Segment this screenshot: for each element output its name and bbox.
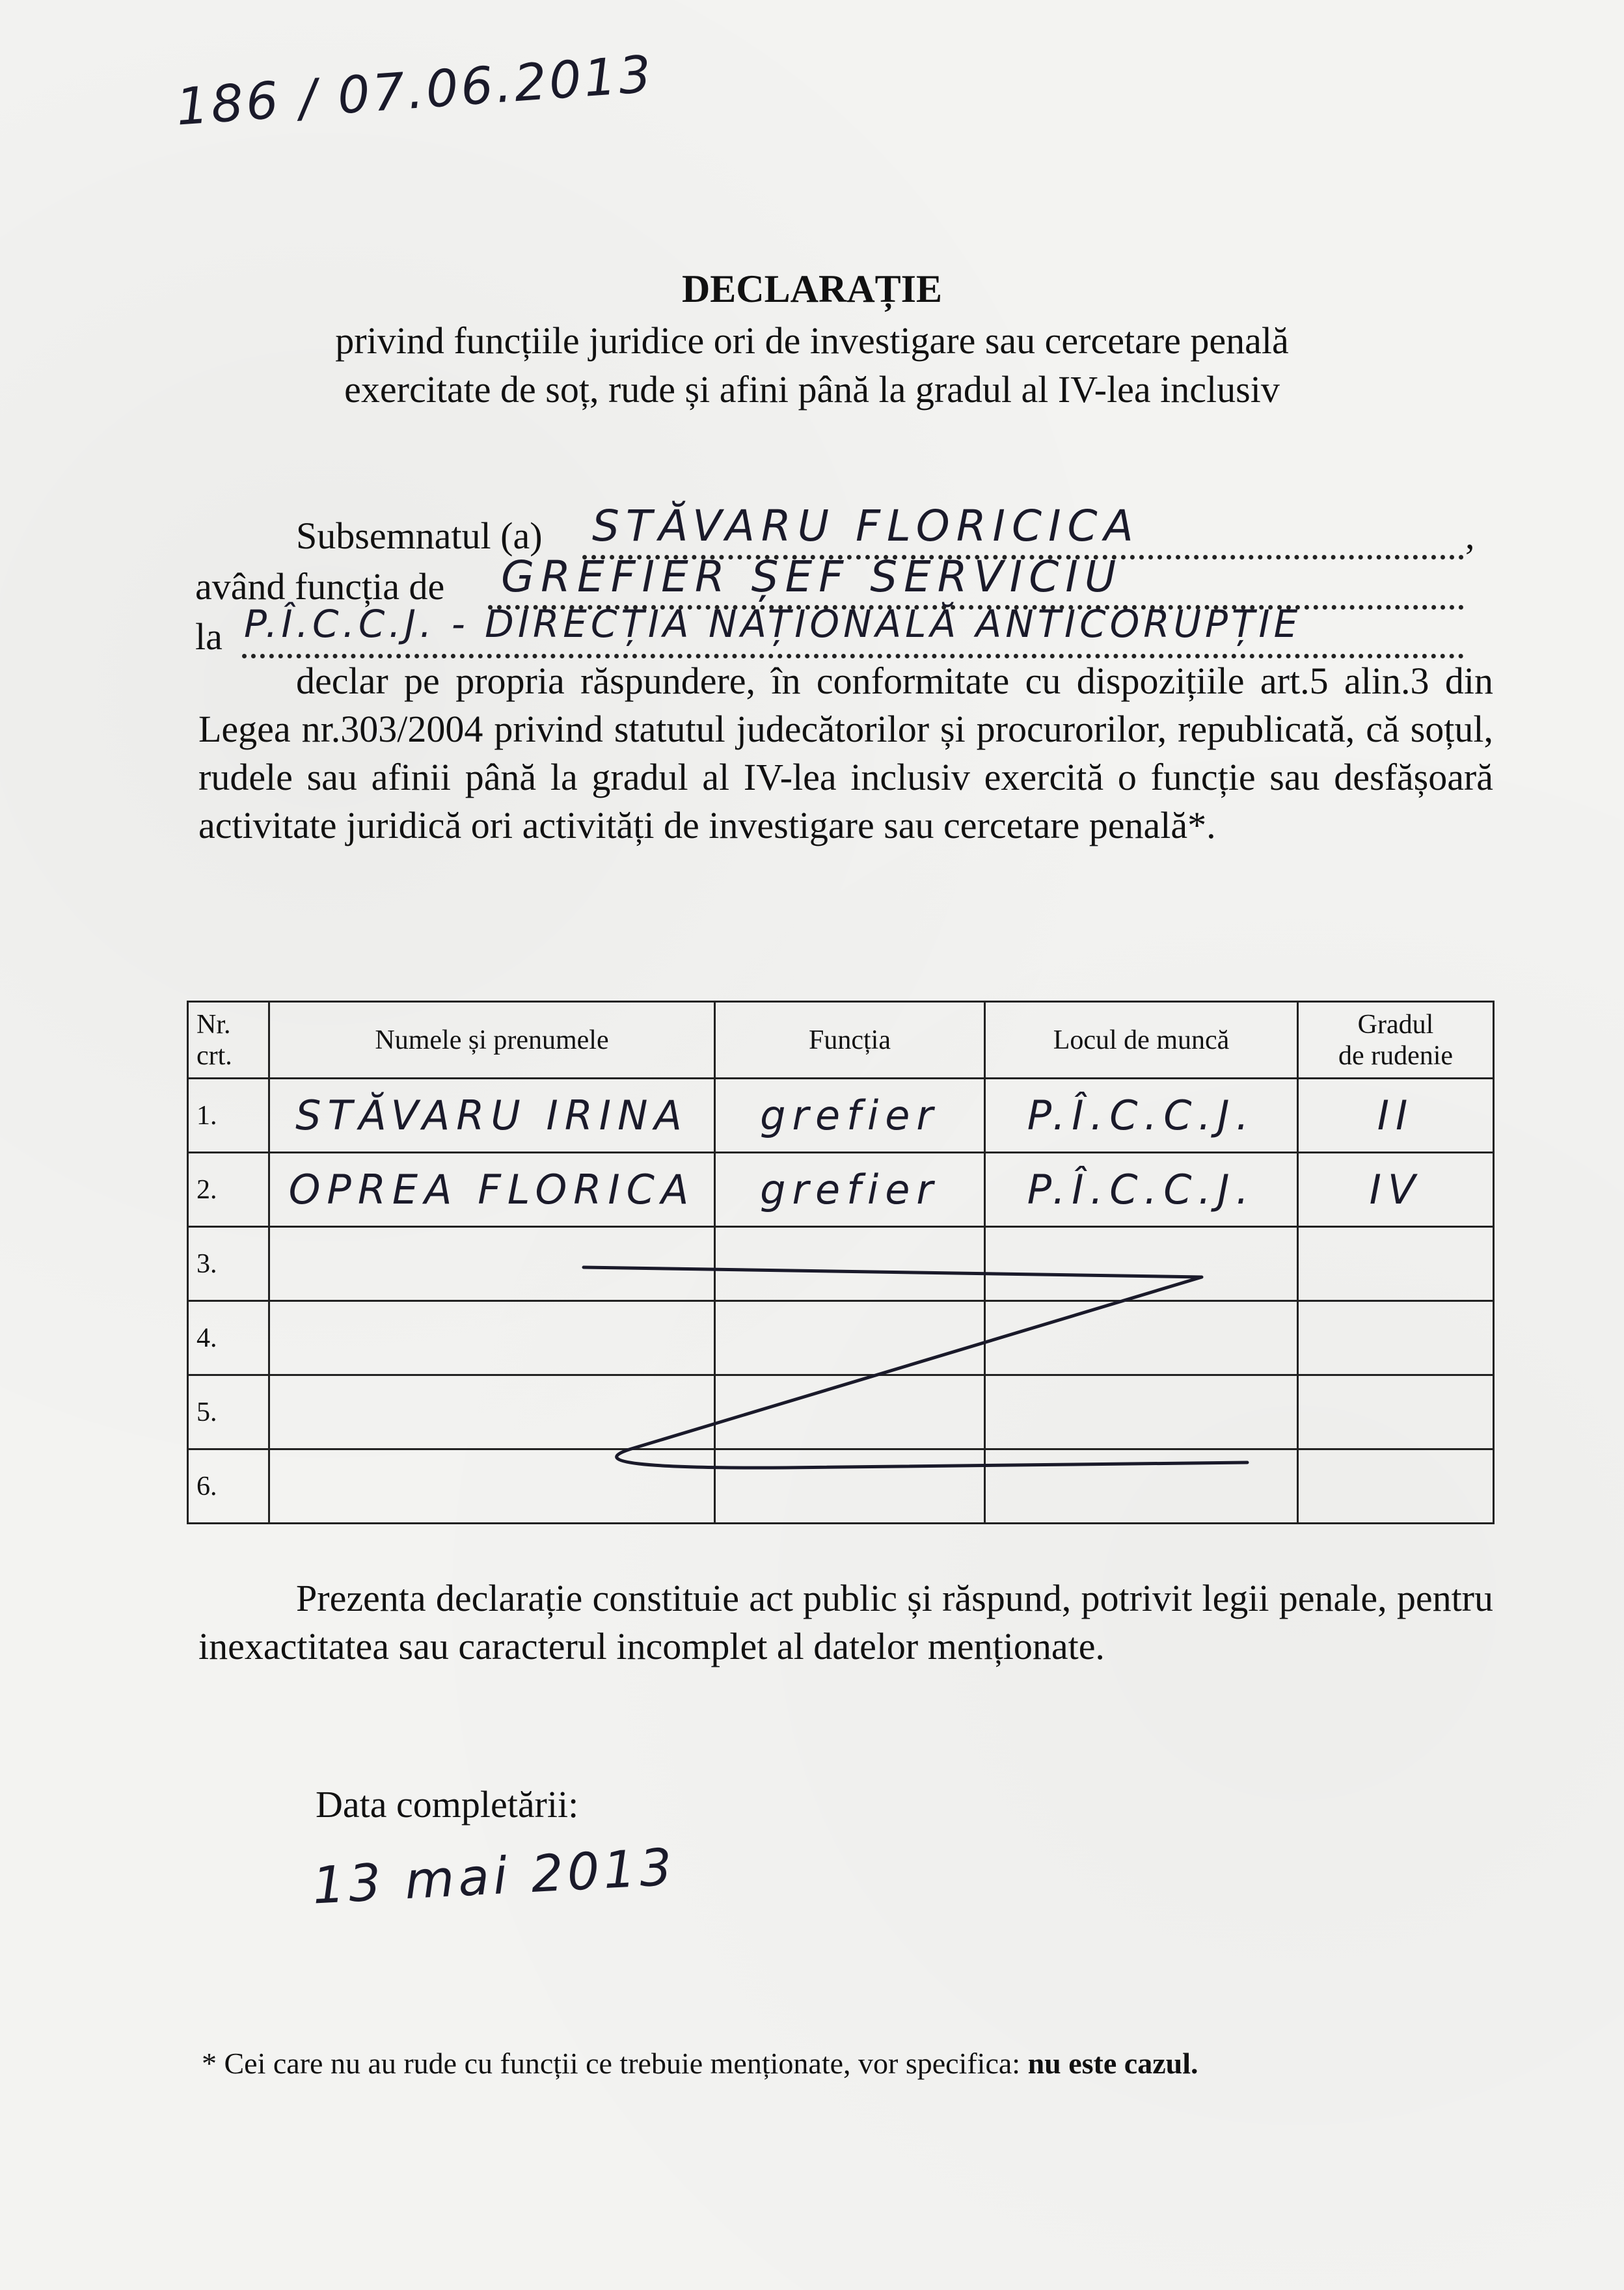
row-name: STĂVARU IRINA <box>269 1079 715 1153</box>
row-workplace <box>985 1227 1298 1301</box>
table-row <box>188 1227 1494 1301</box>
row-name <box>269 1301 715 1375</box>
row-degree <box>1298 1449 1494 1524</box>
table-row <box>188 1301 1494 1375</box>
header-degree-line2: de rudenie <box>1338 1040 1454 1071</box>
function-value: GREFIER ȘEF SERVICIU <box>501 552 1123 602</box>
name-comma: , <box>1465 515 1475 557</box>
footnote-text: * Cei care nu au rude cu funcții ce trebuie menționate, vor specifica: <box>202 2047 1021 2080</box>
header-degree-line1: Gradul <box>1357 1009 1434 1040</box>
relatives-table <box>187 1001 1495 1524</box>
row-degree: II <box>1298 1079 1494 1153</box>
footnote-bold: nu este cazul. <box>1027 2047 1198 2080</box>
header-name: Numele și prenumele <box>269 1002 715 1079</box>
row-nr: 4. <box>188 1301 269 1375</box>
header-nr-line2: crt. <box>196 1040 232 1071</box>
table-row <box>188 1153 1494 1227</box>
row-function <box>715 1449 985 1524</box>
row-function <box>715 1375 985 1449</box>
name-value: STĂVARU FLORICICA <box>592 501 1140 551</box>
row-name <box>269 1449 715 1524</box>
row-degree <box>1298 1227 1494 1301</box>
row-workplace <box>985 1449 1298 1524</box>
header-function: Funcția <box>715 1002 985 1079</box>
row-nr: 2. <box>188 1153 269 1227</box>
document-subtitle-line1: privind funcțiile juridice ori de investigare sau cercetare penală <box>335 319 1289 362</box>
document-title: DECLARAȚIE <box>681 267 943 310</box>
row-function: grefier <box>715 1079 985 1153</box>
row-function <box>715 1227 985 1301</box>
header-degree <box>1298 1002 1494 1079</box>
row-workplace <box>985 1375 1298 1449</box>
document-subtitle-line2: exercitate de soț, rude și afini până la gradul al IV-lea inclusiv <box>344 368 1280 411</box>
name-label: Subsemnatul (a) <box>296 515 543 557</box>
row-workplace: P.Î.C.C.J. <box>985 1079 1298 1153</box>
table-row <box>188 1449 1494 1524</box>
row-workplace <box>985 1301 1298 1375</box>
header-nr <box>188 1002 269 1079</box>
row-name <box>269 1227 715 1301</box>
declaration-text: declar pe propria răspundere, în conformitate cu dispozițiile art.5 alin.3 din Legea nr.303/2004 privind statutul judecătorilor și procurorilor, republicată, că soțul, rudele sau afinii până la gradul al IV-lea inclusiv exercită o funcție sau desfășoară activitate juridică ori activități de investigare sau cercetare penală*. <box>198 660 1493 846</box>
date-label: Data completării: <box>316 1783 579 1825</box>
row-degree: IV <box>1298 1153 1494 1227</box>
header-workplace: Locul de muncă <box>985 1002 1298 1079</box>
row-name <box>269 1375 715 1449</box>
row-workplace: P.Î.C.C.J. <box>985 1153 1298 1227</box>
place-label: la <box>195 615 223 658</box>
row-nr: 1. <box>188 1079 269 1153</box>
row-nr: 6. <box>188 1449 269 1524</box>
row-degree <box>1298 1375 1494 1449</box>
row-function <box>715 1301 985 1375</box>
closing-text: Prezenta declarație constituie act public și răspund, potrivit legii penale, pentru inexactitatea sau caracterul incomplet al datelor menționate. <box>198 1577 1493 1667</box>
row-name: OPREA FLORICA <box>269 1153 715 1227</box>
table-header-row <box>188 1002 1494 1079</box>
footnote <box>202 2046 1198 2081</box>
table-row <box>188 1079 1494 1153</box>
row-function: grefier <box>715 1153 985 1227</box>
row-nr: 5. <box>188 1375 269 1449</box>
header-nr-line1: Nr. <box>196 1009 231 1040</box>
row-degree <box>1298 1301 1494 1375</box>
place-value: P.Î.C.C.J. - DIRECȚIA NAȚIONALĂ ANTICORUPȚIE <box>244 602 1302 646</box>
row-nr: 3. <box>188 1227 269 1301</box>
table-row <box>188 1375 1494 1449</box>
registration-number: 186 / 07.06.2013 <box>174 45 656 137</box>
function-label: având funcția de <box>195 565 445 608</box>
date-value: 13 mai 2013 <box>311 1838 677 1916</box>
